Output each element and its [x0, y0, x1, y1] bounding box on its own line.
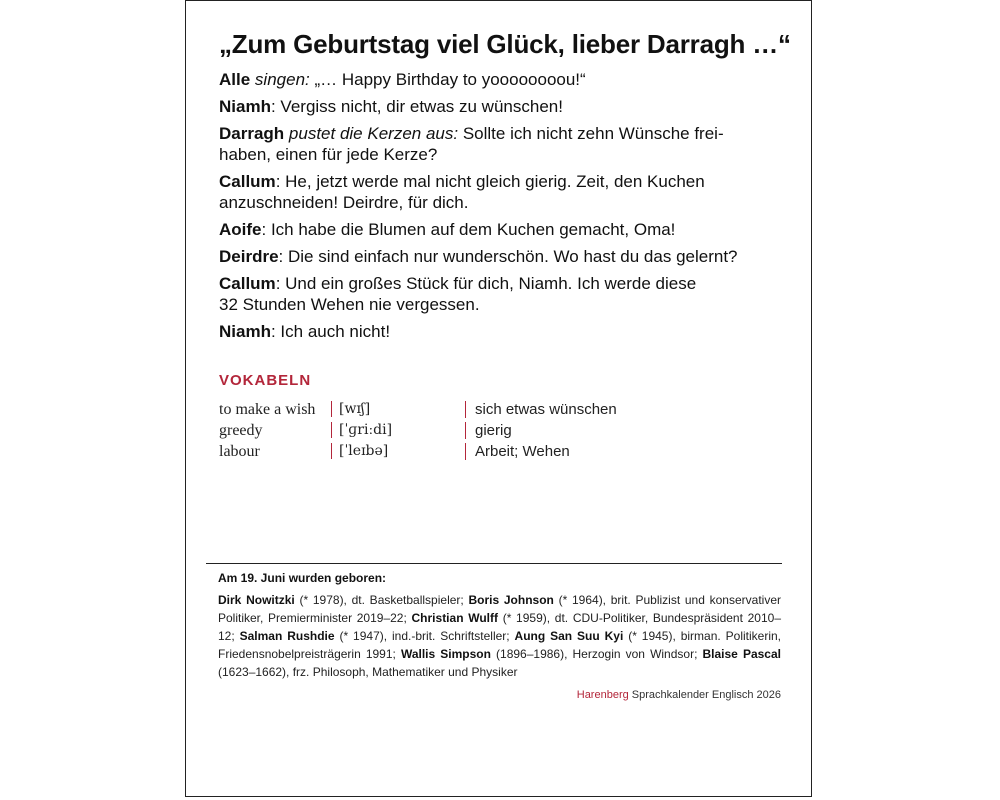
- person-name: Boris Johnson: [468, 593, 554, 607]
- person-name: Salman Rushdie: [239, 629, 335, 643]
- vocab-pronunciation: [wɪʃ]: [331, 401, 465, 417]
- vocab-pronunciation: [ˈɡriːdi]: [331, 422, 465, 438]
- dialog-line: Niamh: Vergiss nicht, dir etwas zu wünschen!: [219, 97, 563, 116]
- utterance: Sollte ich nicht zehn Wünsche frei-: [462, 124, 724, 143]
- person-name: Blaise Pascal: [702, 647, 781, 661]
- dialog-line: Callum: He, jetzt werde mal nicht gleich gierig. Zeit, den Kuchen anzuschneiden! Deirdre, für dich.: [219, 172, 705, 212]
- dialog: [219, 69, 789, 348]
- person-desc: (* 1959), dt. CDU-Politiker, Bundespräsident 2010–12;: [218, 611, 782, 643]
- birthdays-heading: Am 19. Juni wurden geboren:: [218, 571, 387, 585]
- stage-direction: pustet die Kerzen aus:: [288, 124, 459, 143]
- dialog-line: Callum: Und ein großes Stück für dich, Niamh. Ich werde diese 32 Stunden Wehen nie vergessen.: [219, 274, 697, 314]
- utterance: Die sind einfach nur wunderschön. Wo hast du das gelernt?: [287, 247, 738, 266]
- vocab-heading: VOKABELN: [219, 372, 312, 389]
- speaker: Niamh: [219, 322, 271, 341]
- person-desc: (* 1945), birman. Politikerin, Friedensnobelpreisträgerin 1991;: [218, 629, 782, 661]
- dialog-line: [219, 123, 789, 165]
- dialog-line: Aoife: Ich habe die Blumen auf dem Kuchen gemacht, Oma!: [219, 220, 676, 239]
- vocab-row: [219, 401, 779, 422]
- speaker: Aoife: [219, 220, 262, 239]
- speaker: Niamh: [219, 97, 271, 116]
- vocab-row: [219, 422, 779, 443]
- speaker: Callum: [219, 172, 276, 191]
- dialog-line: Niamh: Ich auch nicht!: [219, 322, 391, 341]
- speaker: Deirdre: [219, 247, 279, 266]
- speaker: Darragh: [219, 124, 285, 143]
- publisher-brand: Harenberg: [576, 689, 629, 701]
- vocab-table: [219, 401, 779, 464]
- person-name: Dirk Nowitzki: [218, 593, 295, 607]
- page-title: „Zum Geburtstag viel Glück, lieber Darragh …“: [219, 29, 791, 59]
- person-desc: (1623–1662), frz. Philosoph, Mathematiker und Physiker: [218, 665, 518, 679]
- vocab-german: Arbeit; Wehen: [465, 443, 765, 460]
- person-desc: (* 1964), brit. Publizist und konservativer Politiker, Premierminister 2019–22;: [218, 593, 781, 625]
- speaker: Alle: [219, 70, 251, 89]
- vocab-german: gierig: [465, 422, 765, 439]
- vocab-english: labour: [219, 443, 260, 460]
- person-desc: (* 1978), dt. Basketballspieler;: [294, 593, 469, 607]
- person-name: Christian Wulff: [411, 611, 498, 625]
- publication-title: Sprachkalender Englisch 2026: [628, 689, 781, 701]
- section-divider: [206, 563, 782, 564]
- utterance-continued: 32 Stunden Wehen nie vergessen.: [219, 295, 480, 314]
- dialog-line: Deirdre: Die sind einfach nur wunderschön. Wo hast du das gelernt?: [219, 247, 738, 266]
- vocab-english: to make a wish: [219, 401, 316, 418]
- vocab-german: sich etwas wünschen: [465, 401, 765, 418]
- utterance-continued: haben, einen für jede Kerze?: [219, 145, 438, 164]
- vocab-pronunciation: [ˈleɪbə]: [331, 443, 465, 459]
- utterance: Vergiss nicht, dir etwas zu wünschen!: [280, 97, 563, 116]
- vocab-english: greedy: [219, 422, 263, 439]
- person-name: Wallis Simpson: [400, 647, 491, 661]
- speaker: Callum: [219, 274, 276, 293]
- person-desc: (1896–1986), Herzogin von Windsor;: [490, 647, 703, 661]
- footer: [577, 689, 781, 701]
- utterance: Ich auch nicht!: [280, 322, 391, 341]
- utterance-continued: anzuschneiden! Deirdre, für dich.: [219, 193, 469, 212]
- person-desc: (* 1947), ind.-brit. Schriftsteller;: [334, 629, 515, 643]
- vocab-row: [219, 443, 779, 464]
- dialog-line: [219, 69, 789, 90]
- stage-direction: singen:: [254, 70, 310, 89]
- utterance: „… Happy Birthday to yoooooooou!“: [314, 70, 586, 89]
- utterance: Und ein großes Stück für dich, Niamh. Ich werde diese: [285, 274, 697, 293]
- utterance: He, jetzt werde mal nicht gleich gierig. Zeit, den Kuchen: [285, 172, 705, 191]
- person-name: Aung San Suu Kyi: [514, 629, 624, 643]
- birthdays-text: [218, 591, 781, 681]
- utterance: Ich habe die Blumen auf dem Kuchen gemacht, Oma!: [270, 220, 676, 239]
- calendar-page: [185, 0, 812, 797]
